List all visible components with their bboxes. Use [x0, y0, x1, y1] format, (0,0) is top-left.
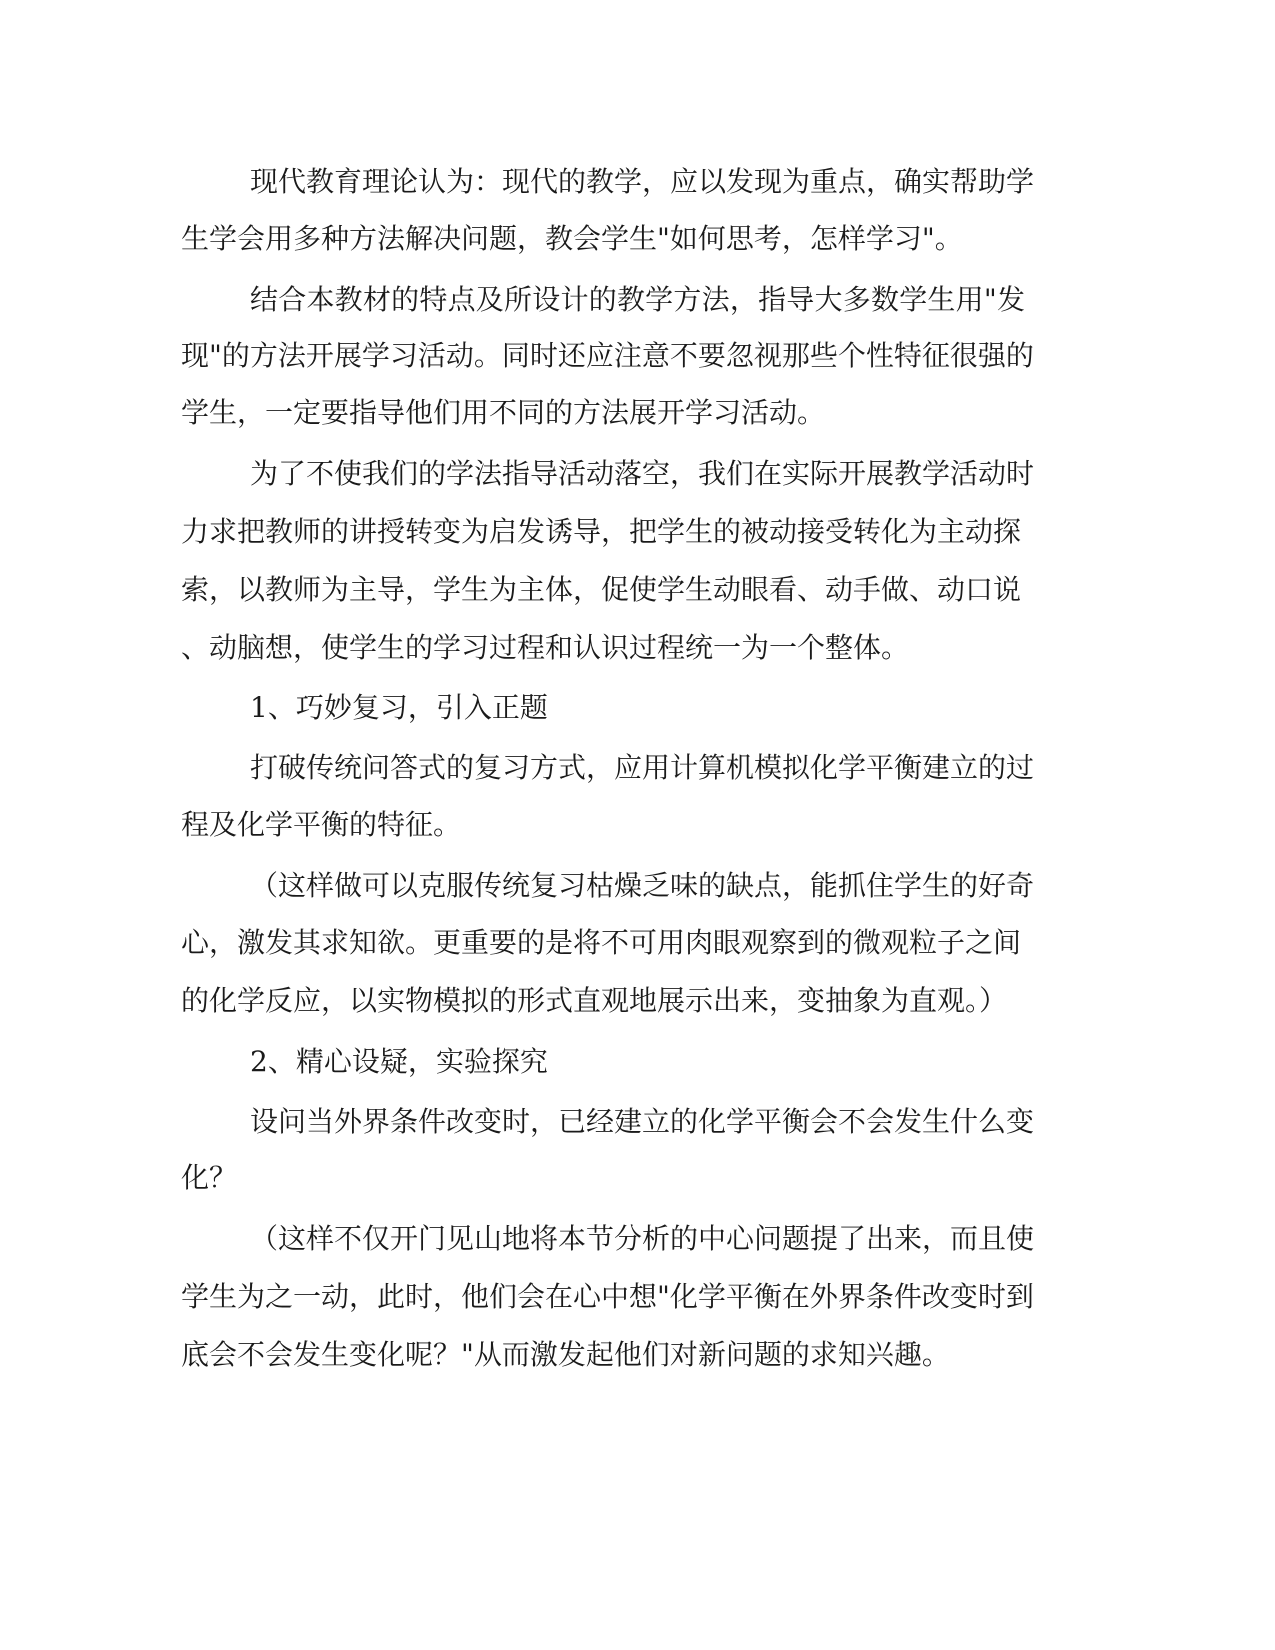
- text-line: 心，激发其求知欲。更重要的是将不可用肉眼观察到的微观粒子之间: [181, 926, 1022, 959]
- text-line: 打破传统问答式的复习方式，应用计算机模拟化学平衡建立的过: [250, 751, 1035, 784]
- section-heading: 1、巧妙复习，引入正题: [250, 691, 548, 724]
- text-line: 设问当外界条件改变时，已经建立的化学平衡会不会发生什么变: [250, 1105, 1035, 1138]
- text-line: 生学会用多种方法解决问题，教会学生"如何思考，怎样学习"。: [181, 222, 963, 255]
- text-line: （这样不仅开门见山地将本节分析的中心问题提了出来，而且使: [250, 1222, 1035, 1255]
- text-line: 为了不使我们的学法指导活动落空，我们在实际开展教学活动时: [250, 457, 1035, 490]
- text-line: 的化学反应，以实物模拟的形式直观地展示出来，变抽象为直观。）: [181, 984, 1008, 1017]
- text-line: 学生，一定要指导他们用不同的方法展开学习活动。: [181, 396, 826, 429]
- text-line: 索，以教师为主导，学生为主体，促使学生动眼看、动手做、动口说: [181, 573, 1022, 606]
- section-heading: 2、精心设疑，实验探究: [250, 1045, 548, 1078]
- text-line: （这样做可以克服传统复习枯燥乏味的缺点，能抓住学生的好奇: [250, 869, 1035, 902]
- text-line: 力求把教师的讲授转变为启发诱导，把学生的被动接受转化为主动探: [181, 515, 1022, 548]
- text-line: 现代教育理论认为：现代的教学，应以发现为重点，确实帮助学: [250, 165, 1035, 198]
- text-line: 程及化学平衡的特征。: [181, 808, 462, 841]
- text-line: 、动脑想，使学生的学习过程和认识过程统一为一个整体。: [181, 631, 910, 664]
- text-line: 现"的方法开展学习活动。同时还应注意不要忽视那些个性特征很强的: [181, 339, 1034, 372]
- text-line: 底会不会发生变化呢？"从而激发起他们对新问题的求知兴趣。: [181, 1338, 950, 1371]
- text-line: 化？: [181, 1161, 238, 1194]
- text-line: 学生为之一动，此时，他们会在心中想"化学平衡在外界条件改变时到: [181, 1280, 1034, 1313]
- text-line: 结合本教材的特点及所设计的教学方法，指导大多数学生用"发: [250, 283, 1025, 316]
